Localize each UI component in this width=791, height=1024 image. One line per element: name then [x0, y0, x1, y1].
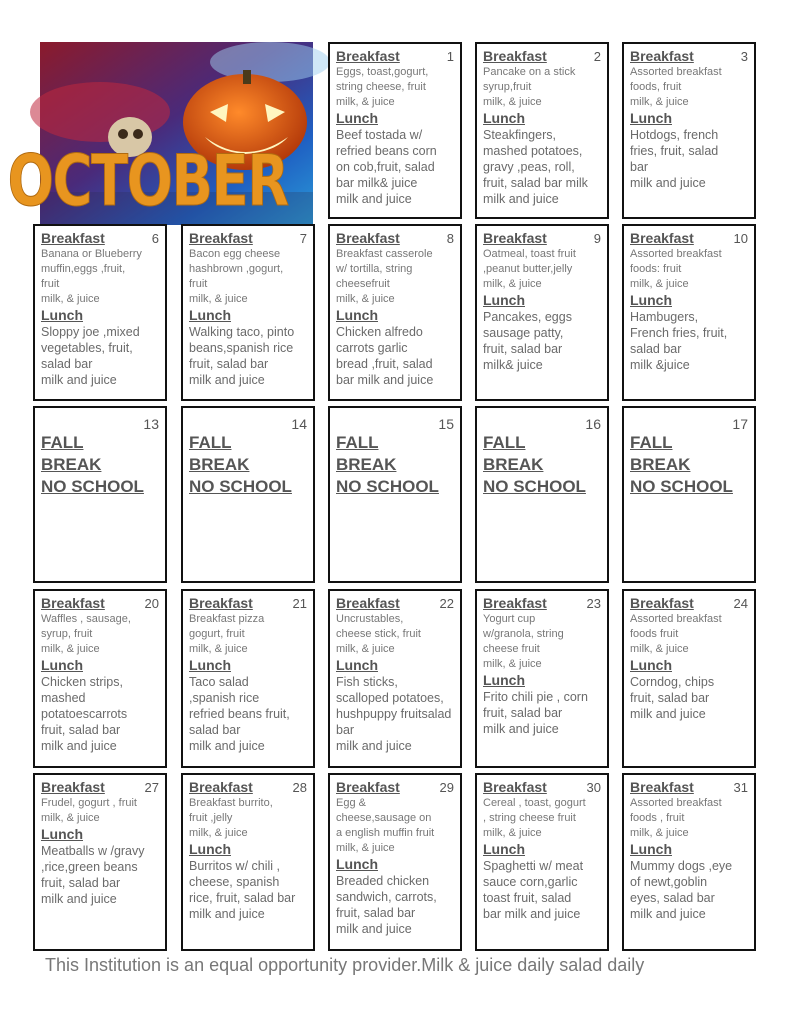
fall-break-label: BREAK [630, 455, 691, 474]
lunch-menu: Fish sticks, scalloped potatoes, hushpuppy fruitsalad bar milk and juice [336, 675, 452, 753]
fall-break-label: FALL [483, 433, 526, 452]
day-cell-16 [475, 406, 609, 583]
day-header [336, 48, 454, 65]
lunch-label: Lunch [630, 292, 672, 308]
day-cell-1 [328, 42, 462, 219]
breakfast-label: Breakfast [189, 230, 253, 246]
breakfast-menu: Waffles , sausage, syrup, fruit milk, & juice [41, 613, 131, 655]
lunch-label: Lunch [483, 110, 525, 126]
lunch-label: Lunch [336, 307, 378, 323]
day-cell-22 [328, 589, 462, 768]
day-number: 14 [291, 416, 307, 432]
lunch-label: Lunch [483, 672, 525, 688]
day-number: 17 [732, 416, 748, 432]
breakfast-menu: Cereal , toast, gogurt , string cheese fruit milk, & juice [483, 797, 586, 839]
breakfast-menu: Egg & cheese,sausage on a english muffin fruit milk, & juice [336, 797, 435, 854]
day-cell-10 [622, 224, 756, 401]
day-number: 8 [446, 231, 454, 246]
breakfast-label: Breakfast [336, 230, 400, 246]
breakfast-label: Breakfast [483, 48, 547, 64]
breakfast-menu: Assorted breakfast foods: fruit milk, & juice [630, 248, 722, 290]
lunch-menu: Chicken strips, mashed potatoescarrots fruit, salad bar milk and juice [41, 675, 128, 753]
day-cell-9 [475, 224, 609, 401]
day-number: 2 [593, 49, 601, 64]
lunch-menu: Spaghetti w/ meat sauce corn,garlic toast fruit, salad bar milk and juice [483, 859, 584, 921]
lunch-label: Lunch [336, 856, 378, 872]
day-header [483, 779, 601, 796]
fall-break-label: BREAK [189, 455, 250, 474]
day-header [41, 230, 159, 247]
day-cell-17 [622, 406, 756, 583]
lunch-menu: Mummy dogs ,eye of newt,goblin eyes, salad bar milk and juice [630, 859, 733, 921]
day-number: 20 [144, 596, 159, 611]
breakfast-menu: Uncrustables, cheese stick, fruit milk, & juice [336, 613, 421, 655]
breakfast-label: Breakfast [189, 779, 253, 795]
day-number: 3 [740, 49, 748, 64]
day-header [483, 48, 601, 65]
day-header [336, 595, 454, 612]
lunch-menu: Hambugers, French fries, fruit, salad bar milk &juice [630, 310, 728, 372]
day-number: 30 [586, 780, 601, 795]
day-cell-29 [328, 773, 462, 951]
day-header [336, 779, 454, 796]
lunch-label: Lunch [41, 307, 83, 323]
day-cell-28 [181, 773, 315, 951]
day-header [189, 230, 307, 247]
day-cell-23 [475, 589, 609, 768]
lunch-label: Lunch [41, 826, 83, 842]
fall-break-label: BREAK [41, 455, 102, 474]
lunch-menu: Chicken alfredo carrots garlic bread ,fruit, salad bar milk and juice [336, 325, 434, 387]
lunch-label: Lunch [189, 657, 231, 673]
lunch-label: Lunch [630, 841, 672, 857]
fall-break-label: BREAK [336, 455, 397, 474]
october-banner [7, 42, 313, 225]
lunch-label: Lunch [189, 307, 231, 323]
breakfast-menu: Oatmeal, toast fruit ,peanut butter,jelly milk, & juice [483, 248, 576, 290]
breakfast-label: Breakfast [630, 595, 694, 611]
breakfast-menu: Breakfast pizza gogurt, fruit milk, & juice [189, 613, 265, 655]
day-header [41, 779, 159, 796]
lunch-menu: Breaded chicken sandwich, carrots, fruit, salad bar milk and juice [336, 874, 437, 936]
breakfast-label: Breakfast [336, 595, 400, 611]
day-cell-6 [33, 224, 167, 401]
day-number: 23 [586, 596, 601, 611]
lunch-menu: Frito chili pie , corn fruit, salad bar milk and juice [483, 690, 588, 736]
lunch-menu: Burritos w/ chili , cheese, spanish rice, fruit, salad bar milk and juice [189, 859, 296, 921]
breakfast-label: Breakfast [483, 230, 547, 246]
breakfast-menu: Bacon egg cheese hashbrown ,gogurt, fruit milk, & juice [189, 248, 284, 305]
breakfast-label: Breakfast [630, 48, 694, 64]
breakfast-label: Breakfast [483, 779, 547, 795]
month-title: OCTOBER [7, 140, 288, 222]
day-header [630, 48, 748, 65]
lunch-menu: Walking taco, pinto beans,spanish rice fruit, salad bar milk and juice [189, 325, 295, 387]
lunch-menu: Pancakes, eggs sausage patty, fruit, salad bar milk& juice [483, 310, 572, 372]
fall-break-label: NO SCHOOL [189, 477, 292, 496]
day-cell-13 [33, 406, 167, 583]
breakfast-label: Breakfast [336, 779, 400, 795]
lunch-label: Lunch [630, 657, 672, 673]
day-number: 7 [299, 231, 307, 246]
day-number: 13 [143, 416, 159, 432]
day-number: 28 [292, 780, 307, 795]
lunch-menu: Meatballs w /gravy ,rice,green beans fruit, salad bar milk and juice [41, 844, 145, 906]
day-number: 27 [144, 780, 159, 795]
fall-break-label: FALL [630, 433, 673, 452]
day-cell-21 [181, 589, 315, 768]
day-number: 29 [439, 780, 454, 795]
lunch-label: Lunch [483, 292, 525, 308]
footer-notice: This Institution is an equal opportunity provider.Milk & juice daily salad daily [45, 955, 645, 975]
day-number: 15 [438, 416, 454, 432]
day-header [336, 230, 454, 247]
breakfast-menu: Banana or Blueberry muffin,eggs ,fruit, fruit milk, & juice [41, 248, 142, 305]
lunch-label: Lunch [189, 841, 231, 857]
breakfast-label: Breakfast [189, 595, 253, 611]
breakfast-menu: Breakfast casserole w/ tortilla, string cheesefruit milk, & juice [336, 248, 433, 305]
day-header [41, 595, 159, 612]
fall-break-label: FALL [336, 433, 379, 452]
breakfast-label: Breakfast [336, 48, 400, 64]
breakfast-menu: Pancake on a stick syrup,fruit milk, & juice [483, 66, 576, 108]
day-cell-27 [33, 773, 167, 951]
breakfast-label: Breakfast [630, 779, 694, 795]
breakfast-menu: Breakfast burrito, fruit ,jelly milk, & juice [189, 797, 273, 839]
day-cell-31 [622, 773, 756, 951]
lunch-menu: Steakfingers, mashed potatoes, gravy ,peas, roll, fruit, salad bar milk milk and juice [483, 128, 588, 206]
lunch-label: Lunch [630, 110, 672, 126]
day-number: 1 [446, 49, 454, 64]
day-cell-2 [475, 42, 609, 219]
day-header [630, 595, 748, 612]
day-header [483, 595, 601, 612]
lunch-menu: Sloppy joe ,mixed vegetables, fruit, salad bar milk and juice [41, 325, 140, 387]
day-header [630, 230, 748, 247]
day-cell-20 [33, 589, 167, 768]
day-cell-15 [328, 406, 462, 583]
breakfast-menu: Assorted breakfast foods, fruit milk, & juice [630, 66, 722, 108]
breakfast-label: Breakfast [483, 595, 547, 611]
day-header [189, 595, 307, 612]
day-number: 9 [593, 231, 601, 246]
breakfast-menu: Frudel, gogurt , fruit milk, & juice [41, 797, 137, 824]
day-cell-7 [181, 224, 315, 401]
day-cell-8 [328, 224, 462, 401]
fall-break-label: NO SCHOOL [630, 477, 733, 496]
lunch-menu: Beef tostada w/ refried beans corn on cob,fruit, salad bar milk& juice milk and juice [336, 128, 437, 206]
day-header [630, 779, 748, 796]
breakfast-menu: Assorted breakfast foods fruit milk, & juice [630, 613, 722, 655]
fall-break-label: NO SCHOOL [483, 477, 586, 496]
breakfast-label: Breakfast [41, 779, 105, 795]
breakfast-label: Breakfast [41, 230, 105, 246]
lunch-label: Lunch [41, 657, 83, 673]
day-header [189, 779, 307, 796]
fall-break-label: FALL [189, 433, 232, 452]
day-cell-14 [181, 406, 315, 583]
fall-break-label: FALL [41, 433, 84, 452]
lunch-label: Lunch [483, 841, 525, 857]
fall-break-label: BREAK [483, 455, 544, 474]
day-number: 6 [151, 231, 159, 246]
day-number: 31 [733, 780, 748, 795]
lunch-menu: Hotdogs, french fries, fruit, salad bar milk and juice [630, 128, 719, 190]
day-number: 10 [733, 231, 748, 246]
fall-break-label: NO SCHOOL [336, 477, 439, 496]
day-number: 16 [585, 416, 601, 432]
lunch-menu: Corndog, chips fruit, salad bar milk and juice [630, 675, 715, 721]
breakfast-label: Breakfast [41, 595, 105, 611]
day-cell-24 [622, 589, 756, 768]
day-number: 21 [292, 596, 307, 611]
day-cell-3 [622, 42, 756, 219]
day-number: 24 [733, 596, 748, 611]
breakfast-label: Breakfast [630, 230, 694, 246]
day-number: 22 [439, 596, 454, 611]
day-cell-30 [475, 773, 609, 951]
day-header [483, 230, 601, 247]
lunch-menu: Taco salad ,spanish rice refried beans fruit, salad bar milk and juice [189, 675, 290, 753]
breakfast-menu: Assorted breakfast foods , fruit milk, & juice [630, 797, 722, 839]
breakfast-menu: Eggs, toast,gogurt, string cheese, fruit milk, & juice [336, 66, 429, 108]
breakfast-menu: Yogurt cup w/granola, string cheese fruit milk, & juice [483, 613, 564, 670]
lunch-label: Lunch [336, 110, 378, 126]
lunch-label: Lunch [336, 657, 378, 673]
fall-break-label: NO SCHOOL [41, 477, 144, 496]
